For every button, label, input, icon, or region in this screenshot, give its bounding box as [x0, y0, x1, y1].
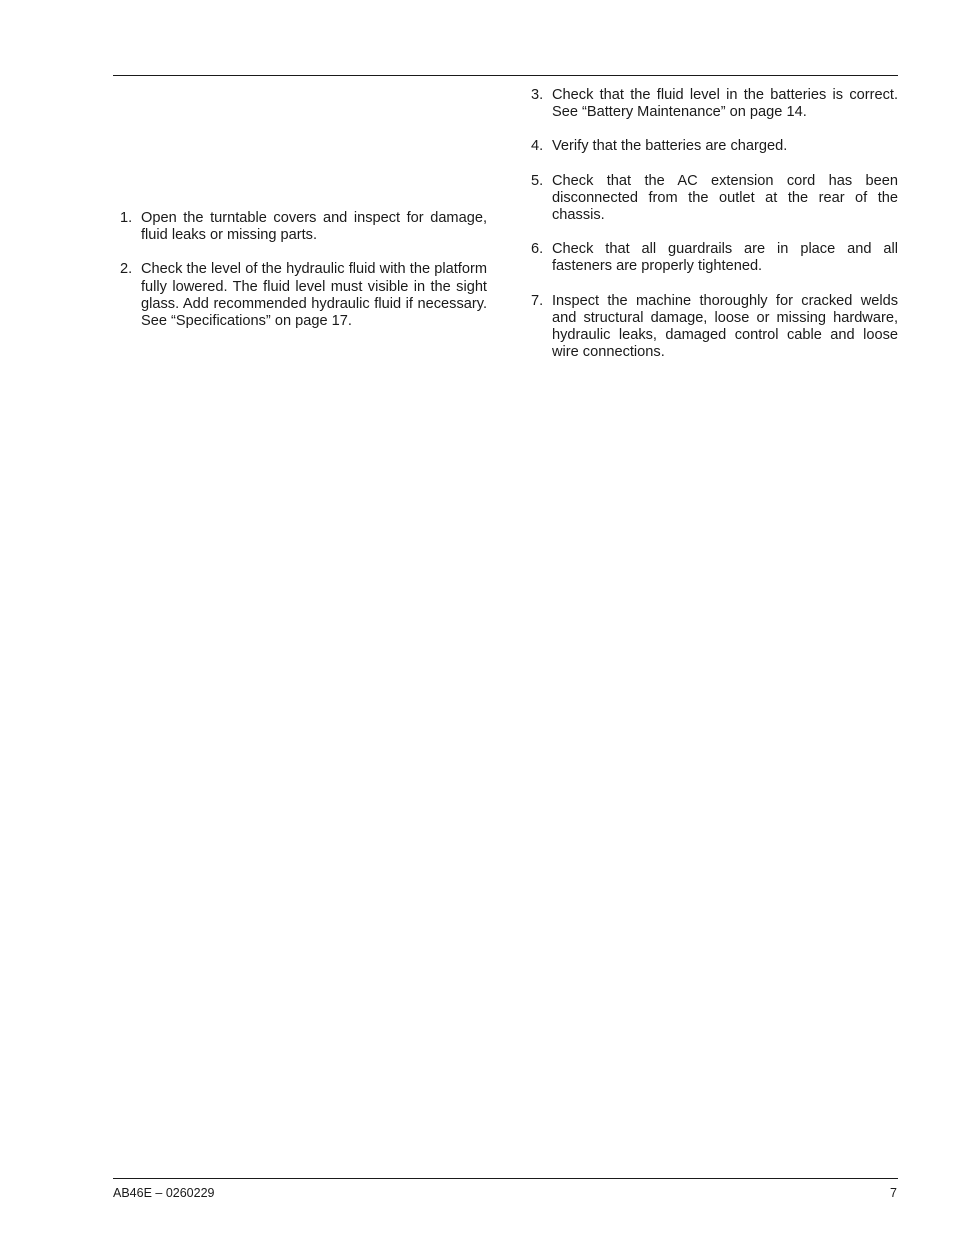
footer-doc-id: AB46E – 0260229	[113, 1186, 215, 1200]
item-text: Open the turntable covers and inspect for damage, fluid leaks or missing parts.	[141, 210, 487, 244]
item-number: 2.	[120, 261, 133, 278]
item-text: Check that the fluid level in the batteries is correct. See “Battery Maintenance” on page 14.	[552, 87, 898, 121]
inspection-list-left	[120, 210, 487, 330]
item-number: 5.	[531, 172, 544, 189]
item-number: 6.	[531, 241, 544, 258]
item-text: Inspect the machine thoroughly for cracked welds and structural damage, loose or missing hardware, hydraulic leaks, damaged control cable and loose wire connections.	[552, 292, 898, 361]
item-number: 4.	[531, 138, 544, 155]
item-number: 1.	[120, 210, 133, 226]
item-text: Check the level of the hydraulic fluid with the platform fully lowered. The fluid level must visible in the sight glass. Add recommended hydraulic fluid if necessary. See “Specifications” on page 17.	[141, 261, 487, 330]
list-item	[120, 261, 487, 330]
page-number: 7	[890, 1186, 897, 1200]
item-text: Check that the AC extension cord has been disconnected from the outlet at the rear of the chassis.	[552, 172, 898, 224]
item-number: 7.	[531, 292, 544, 309]
list-item	[531, 138, 898, 155]
list-item	[531, 87, 898, 121]
list-item	[120, 210, 487, 244]
inspection-list-right	[531, 87, 898, 361]
header-rule	[113, 75, 898, 76]
footer-rule	[113, 1178, 898, 1179]
item-text: Check that all guardrails are in place and all fasteners are properly tightened.	[552, 241, 898, 275]
list-item	[531, 241, 898, 275]
list-item	[531, 173, 898, 225]
item-text: Verify that the batteries are charged.	[552, 138, 788, 155]
list-item	[531, 293, 898, 362]
item-number: 3.	[531, 87, 544, 103]
